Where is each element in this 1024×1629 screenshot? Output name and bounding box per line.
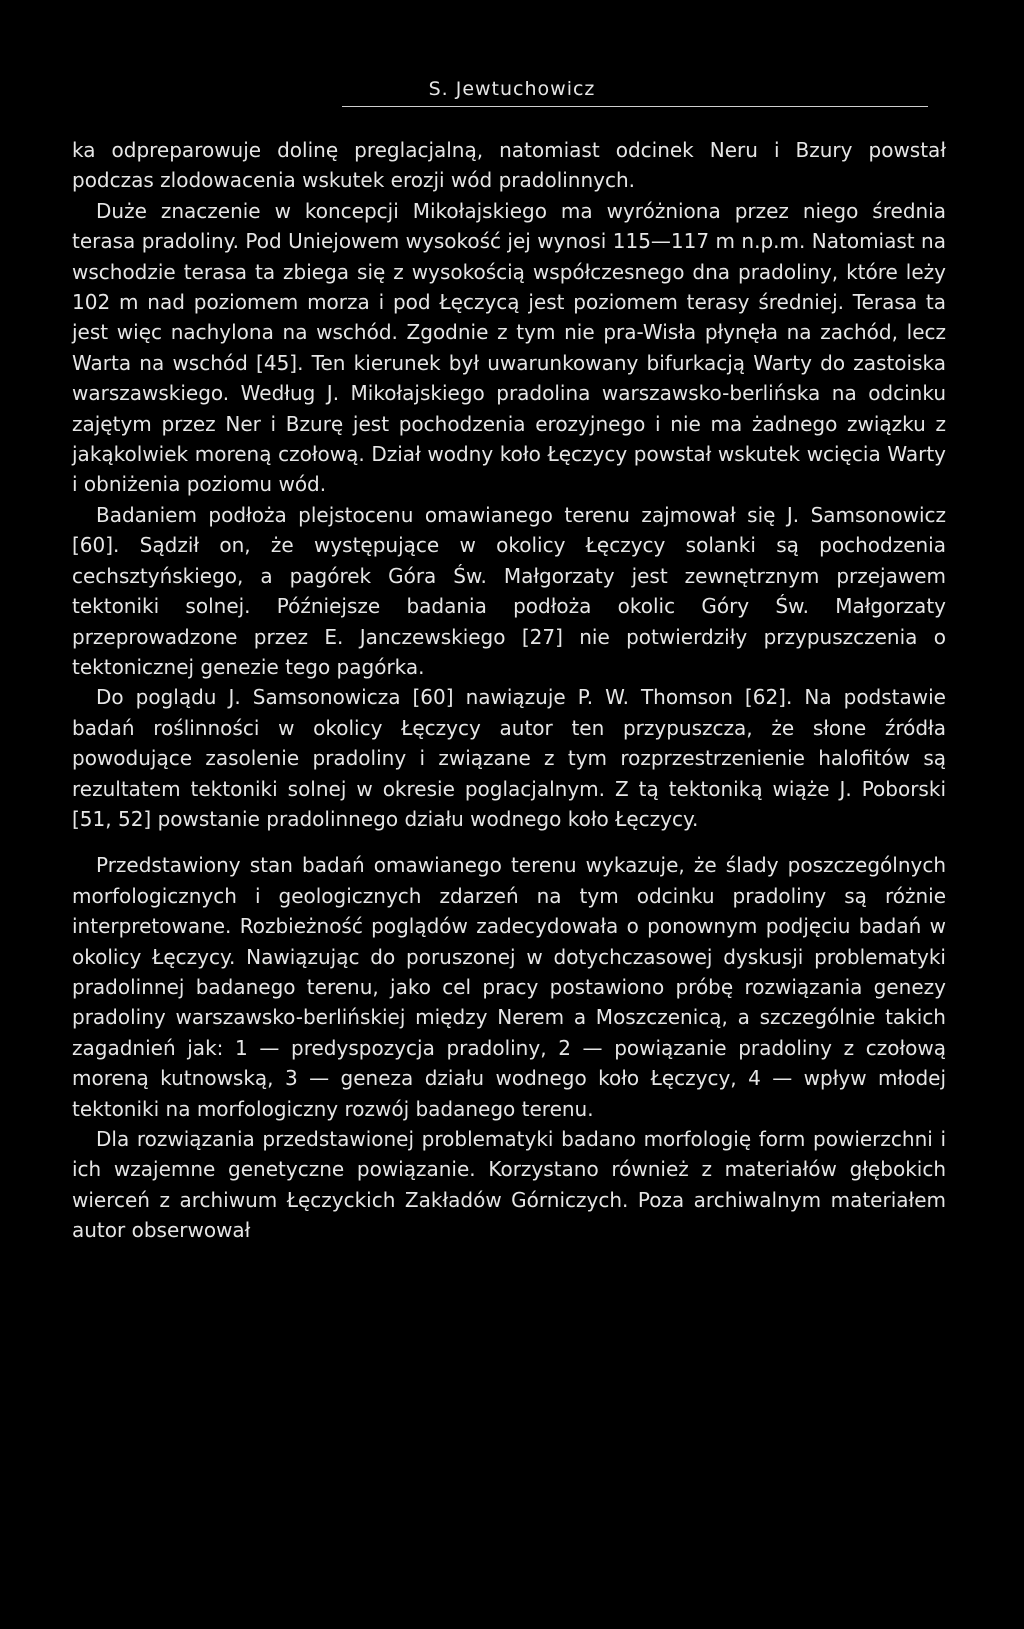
paragraph-research-aim: Przedstawiony stan badań omawianego terenu wykazuje, że ślady poszczególnych morfologicznych i geologicznych zdarzeń na tym odcinku pradoliny są różnie interpretowane. Rozbieżność poglądów zadecydowała o ponownym podjęciu badań w okolicy Łęczycy. Nawiązując do poruszonej w dotychczasowej dyskusji problematyki pradolinnej badanego terenu, jako cel pracy postawiono próbę rozwiązania genezy pradoliny warszawsko-berlińskiej między Nerem a Moszczenicą, a szczególnie takich zagadnień jak: 1 — predyspozycja pradoliny, 2 — powiązanie pradoliny z czołową moreną kutnowską, 3 — geneza działu wodnego koło Łęczycy, 4 — wpływ młodej tektoniki na morfologiczny rozwój badanego terenu. bbox=[72, 853, 946, 1121]
paragraph-methods: Dla rozwiązania przedstawionej problematyki badano morfologię form powierzchni i ich wzajemne genetyczne powiązanie. Korzystano również z materiałów głębokich wierceń z archiwum Łęczyckich Zakładów Górniczych. Poza archiwalnym materiałem autor obserwował bbox=[72, 1127, 946, 1243]
running-header: S. Jewtuchowicz bbox=[428, 78, 596, 100]
paragraph-thomson: Do poglądu J. Samsonowicza [60] nawiązuje P. W. Thomson [62]. Na podstawie badań roślinności w okolicy Łęczycy autor ten przypuszcza, że słone źródła powodujące zasolenie pradoliny i związane z tym rozprzestrzenienie halofitów są rezultatem tektoniki solnej w okresie poglacjalnym. Z tą tektoniką wiąże J. Poborski [51, 52] powstanie pradolinnego działu wodnego koło Łęczycy. bbox=[72, 685, 946, 831]
header-rule bbox=[342, 106, 928, 107]
page-body bbox=[72, 135, 946, 1246]
paragraph-continued: ka odpreparowuje dolinę preglacjalną, natomiast odcinek Neru i Bzury powstał podczas zlodowacenia wskutek erozji wód pradolinnych. bbox=[72, 138, 946, 193]
paragraph-samsonowicz: Badaniem podłoża plejstocenu omawianego terenu zajmował się J. Samsonowicz [60]. Sądził on, że występujące w okolicy Łęczycy solanki są pochodzenia cechsztyńskiego, a pagórek Góra Św. Małgorzaty jest zewnętrznym przejawem tektoniki solnej. Późniejsze badania podłoża okolic Góry Św. Małgorzaty przeprowadzone przez E. Janczewskiego [27] nie potwierdziły przypuszczenia o tektonicznej genezie tego pagórka. bbox=[72, 502, 946, 679]
paragraph-mikolajski: Duże znaczenie w koncepcji Mikołajskiego ma wyróżniona przez niego średnia terasa pradoliny. Pod Uniejowem wysokość jej wynosi 115—117 m n.p.m. Natomiast na wschodzie terasa ta zbiega się z wysokością współczesnego dna pradoliny, które leży 102 m nad poziomem morza i pod Łęczycą jest poziomem terasy średniej. Terasa ta jest więc nachylona na wschód. Zgodnie z tym nie pra-Wisła płynęła na zachód, lecz Warta na wschód [45]. Ten kierunek był uwarunkowany bifurkacją Warty do zastoiska warszawskiego. Według J. Mikołajskiego pradolina warszawsko-berlińska na odcinku zajętym przez Ner i Bzurę jest pochodzenia erozyjnego i nie ma żadnego związku z jakąkolwiek moreną czołową. Dział wodny koło Łęczycy powstał wskutek wcięcia Warty i obniżenia poziomu wód. bbox=[72, 198, 946, 497]
